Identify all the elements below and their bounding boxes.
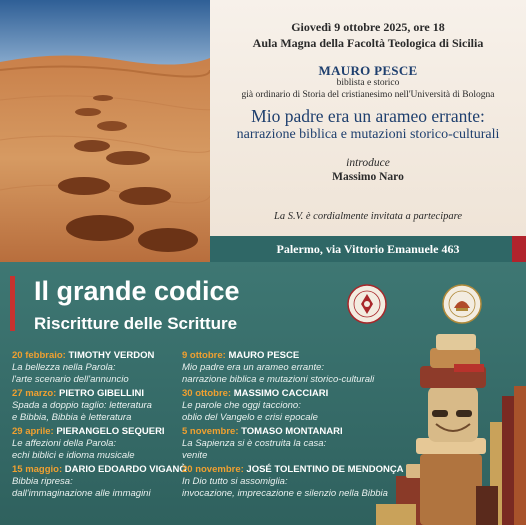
entry-title-line: Le affezioni della Parola: [12,438,117,449]
entry-date: 20 novembre: [182,464,244,475]
entry-title-line: Le parole che oggi tacciono: [182,400,301,411]
event-address: Palermo, via Vittorio Emanuele 463 [210,236,526,262]
schedule-entry [12,464,187,499]
entry-title-line: dall'immaginazione alle immagini [12,487,151,499]
entry-speaker: TOMASO MONTANARI [241,426,343,437]
entry-title-line: invocazione, imprecazione e silenzio nella Bibbia [182,487,388,499]
speaker-affiliation: già ordinario di Storia del cristianesimo nell'Università di Bologna [241,90,495,100]
book-figure-illustration [376,326,526,525]
entry-speaker: JOSÉ TOLENTINO DE MENDONÇA [246,464,404,475]
event-info-panel [210,0,526,236]
entry-date: 15 maggio: [12,464,63,475]
schedule-entry [182,426,382,461]
entry-date: 30 ottobre: [182,388,232,399]
schedule-entry [182,350,382,385]
schedule-column-left [12,350,187,502]
entry-date: 29 aprile: [12,426,54,437]
entry-title-line: venite [182,449,208,461]
entry-title-line: In Dio tutto si assomiglia: [182,476,288,487]
entry-title-line: La bellezza nella Parola: [12,362,116,373]
introduces-label: introduce [346,157,390,169]
entry-title-line: Bibbia ripresa: [12,476,73,487]
series-section [0,262,526,525]
speaker-role: biblista e storico [336,78,400,88]
entry-title-line: La Sapienza si è costruita la casa: [182,438,327,449]
event-date: Giovedì 9 ottobre 2025, ore 18 [291,20,445,34]
red-accent-bar [512,236,526,262]
study-center-seal-icon [442,284,482,324]
entry-date: 9 ottobre: [182,350,226,361]
entry-title-line: Mio padre era un arameo errante: [182,362,325,373]
entry-date: 5 novembre: [182,426,239,437]
talk-subtitle: narrazione biblica e mutazioni storico-culturali [236,127,500,142]
entry-speaker: PIERANGELO SEQUERI [56,426,165,437]
entry-title-line: echi biblici e idioma musicale [12,449,135,461]
entry-speaker: MAURO PESCE [228,350,300,361]
introducer-name: Massimo Naro [332,171,404,183]
title-accent-bar [10,276,15,331]
series-subtitle: Riscritture delle Scritture [34,314,238,333]
entry-title-line: narrazione biblica e mutazioni storico-culturali [182,373,375,385]
desert-footprints-image [0,0,210,262]
poster-top [0,0,526,262]
entry-speaker: DARIO EDOARDO VIGANÒ [64,464,187,475]
speaker-name: MAURO PESCE [318,63,418,78]
entry-title-line: oblio del Vangelo e crisi epocale [182,411,318,423]
entry-title-line: Spada a doppio taglio: letteratura [12,400,152,411]
entry-title-line: l'arte scenario dell'annuncio [12,373,129,385]
faculty-seal-icon [347,284,387,324]
schedule-column-right [182,350,404,502]
talk-title: Mio padre era un arameo errante: [251,106,485,126]
entry-speaker: PIETRO GIBELLINI [59,388,144,399]
schedule-entry [182,464,404,499]
event-venue: Aula Magna della Facoltà Teologica di Sicilia [252,36,484,50]
entry-speaker: TIMOTHY VERDON [68,350,155,361]
schedule-entry [12,388,182,423]
invitation-text: La S.V. è cordialmente invitata a partecipare [273,211,462,222]
entry-speaker: MASSIMO CACCIARI [233,388,329,399]
schedule-entry [182,388,382,423]
entry-date: 27 marzo: [12,388,57,399]
entry-date: 20 febbraio: [12,350,66,361]
series-title: Il grande codice [34,276,240,306]
schedule-entry [12,426,182,461]
schedule-entry [12,350,182,385]
entry-title-line: e Bibbia, Bibbia è letteratura [12,411,132,423]
